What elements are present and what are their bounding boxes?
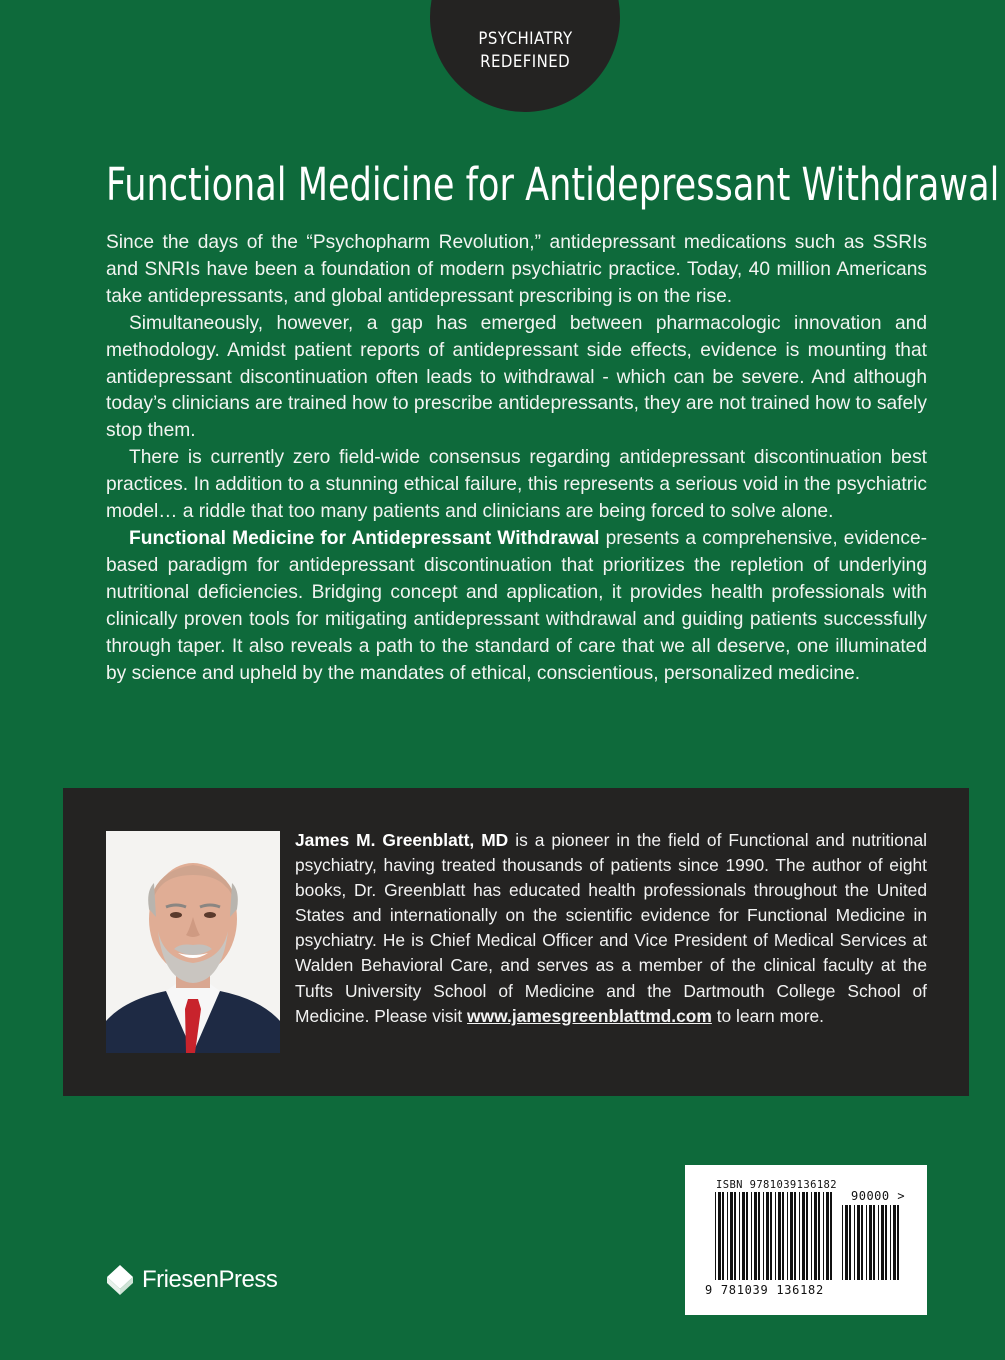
barcode-bar <box>766 1192 769 1280</box>
barcode-bar <box>806 1192 808 1280</box>
barcode-bar <box>802 1192 805 1280</box>
barcode-bar <box>787 1192 788 1280</box>
barcode-bar <box>763 1192 764 1280</box>
barcode-bar <box>861 1205 863 1280</box>
author-name: James M. Greenblatt, MD <box>295 830 509 850</box>
barcode-bar <box>799 1192 800 1280</box>
author-bio-paragraph <box>295 828 927 1029</box>
book-description <box>106 230 927 687</box>
barcode-bar <box>866 1205 867 1280</box>
barcode-bar <box>722 1192 724 1280</box>
barcode-bar <box>746 1192 748 1280</box>
ean-barcode-bars <box>715 1192 837 1280</box>
author-photo <box>106 831 280 1053</box>
barcode-bar <box>754 1192 757 1280</box>
barcode-bar <box>890 1205 891 1280</box>
book-title: Functional Medicine for Antidepressant Withdrawal <box>106 158 1000 211</box>
description-paragraph: There is currently zero field-wide consensus regarding antidepressant discontinuation best practices. In addition to a stunning ethical failure, this represents a serious void in the psychiatric model… a riddle that too many patients and clinicians are being forced to solve alone. <box>106 447 927 523</box>
barcode-bar <box>842 1205 843 1280</box>
series-line-2: REDEFINED <box>480 52 570 72</box>
barcode-bar <box>885 1205 887 1280</box>
barcode-bar <box>854 1205 855 1280</box>
barcode-bar <box>778 1192 781 1280</box>
barcode-bar <box>897 1205 899 1280</box>
author-panel <box>63 788 969 1096</box>
description-book-title: Functional Medicine for Antidepressant Withdrawal <box>129 527 600 549</box>
barcode-bar <box>818 1192 820 1280</box>
barcode-bar <box>893 1205 896 1280</box>
friesenpress-logo-icon <box>106 1264 134 1296</box>
barcode-bar <box>823 1192 824 1280</box>
barcode-bar <box>758 1192 760 1280</box>
barcode-bar <box>873 1205 875 1280</box>
barcode-bar <box>782 1192 784 1280</box>
barcode-bar <box>734 1192 736 1280</box>
addon-barcode-bars <box>842 1205 904 1280</box>
barcode-bar <box>742 1192 745 1280</box>
author-bio-text: is a pioneer in the field of Functional and nutritional psychiatry, having treated thousands of patients since 1990. The author of eight books, Dr. Greenblatt has educated health professionals throughout the United States and internationally on the scientific evidence for Functional Medicine in psychiatry. He is Chief Medical Officer and Vice President of Medical Services at Walden Behavioral Care, and serves as a member of the clinical faculty at the Tufts University School of Medicine and the Dartmouth College School of Medicine. Please visit <box>295 830 928 1026</box>
barcode-bar <box>881 1205 884 1280</box>
barcode-bar <box>869 1205 872 1280</box>
barcode-bar <box>845 1205 848 1280</box>
description-paragraph <box>106 526 927 687</box>
barcode-bar <box>770 1192 772 1280</box>
barcode-bar <box>811 1192 812 1280</box>
barcode-bar <box>814 1192 817 1280</box>
publisher-name: FriesenPress <box>142 1266 278 1293</box>
description-text: presents a comprehensive, evidence-based paradigm for antidepressant discontinuation that prioritizes the repletion of underlying nutritional deficiencies. Bridging concept and application, it provides health professionals with clinically proven tools for mitigating antidepressant withdrawal and guiding patients successfully through taper. It also reveals a path to the standard of care that we all deserve, one illuminated by science and upheld by the mandates of ethical, conscientious, personalized medicine. <box>106 527 928 684</box>
barcode-bar <box>790 1192 793 1280</box>
barcode-bar <box>826 1192 829 1280</box>
barcode-bar <box>751 1192 752 1280</box>
series-badge <box>430 0 620 112</box>
barcode-bar <box>830 1192 832 1280</box>
author-bio-end: to learn more. <box>711 1005 824 1026</box>
ean-digits: 9 781039 136182 <box>705 1283 824 1297</box>
barcode-bar <box>715 1192 716 1280</box>
author-portrait-icon <box>106 831 280 1053</box>
series-line-1: PSYCHIATRY <box>477 29 573 49</box>
barcode-bar <box>878 1205 879 1280</box>
barcode-bar <box>775 1192 776 1280</box>
description-paragraph: Simultaneously, however, a gap has emerged between pharmacologic innovation and methodology. Amidst patient reports of antidepressant side effects, evidence is mounting that antidepressant discontinuation often leads to withdrawal - which can be severe. And although today’s clinicians are trained how to prescribe antidepressants, they are not trained how to safely stop them. <box>106 312 927 442</box>
isbn-barcode <box>685 1165 927 1315</box>
price-code: 90000 > <box>851 1189 906 1203</box>
barcode-bar <box>727 1192 728 1280</box>
author-bio <box>295 828 927 1029</box>
barcode-bar <box>794 1192 796 1280</box>
barcode-bar <box>718 1192 721 1280</box>
barcode-bar <box>857 1205 860 1280</box>
barcode-bar <box>730 1192 733 1280</box>
description-paragraph: Since the days of the “Psychopharm Revolution,” antidepressant medications such as SSRIs and SNRIs have been a foundation of modern psychiatric practice. Today, 40 million Americans take antidepressants, and global antidepressant prescribing is on the rise. <box>106 232 927 307</box>
barcode-bar <box>849 1205 851 1280</box>
publisher-logo <box>106 1263 277 1297</box>
barcode-bar <box>739 1192 740 1280</box>
isbn-label: ISBN 9781039136182 <box>716 1179 837 1191</box>
author-website-link[interactable]: www.jamesgreenblattmd.com <box>467 1005 712 1026</box>
